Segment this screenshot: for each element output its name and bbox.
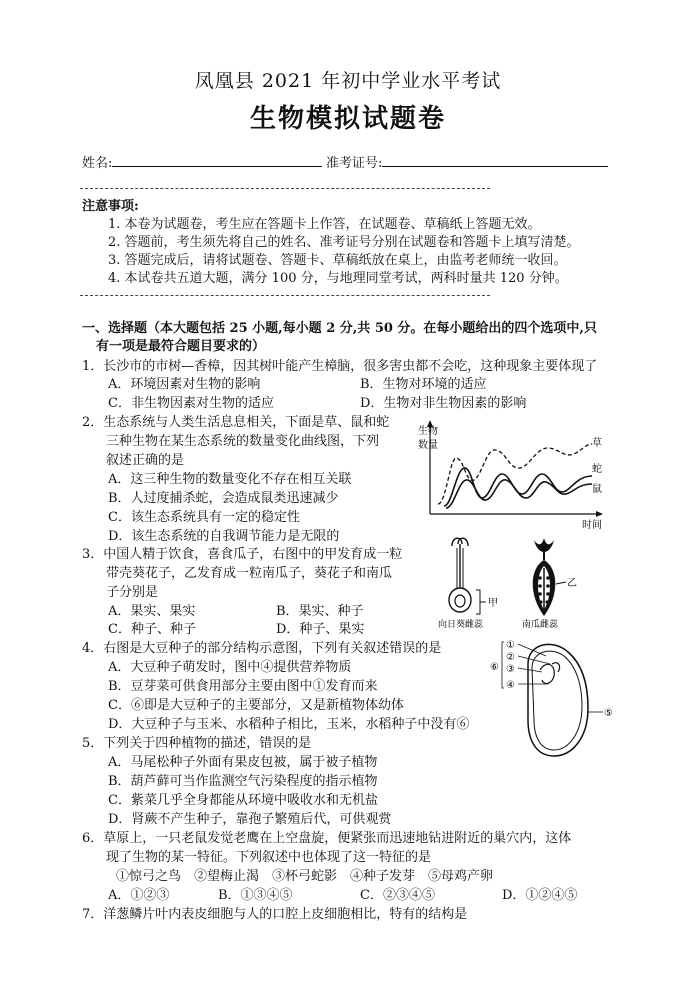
q3-option-d[interactable]: D．种子、果实 <box>276 622 365 637</box>
divider-bottom <box>80 295 490 296</box>
id-blank[interactable] <box>382 152 608 167</box>
q1-option-c[interactable]: C．非生物因素对生物的适应 <box>108 396 274 411</box>
legend-mouse: 鼠 <box>592 484 602 495</box>
q4-option-a[interactable]: A．大豆种子萌发时，图中④提供营养物质 <box>108 660 352 675</box>
notice-item: 4. 本试卷共五道大题，满分 100 分，与地理同堂考试，两科时量共 120 分钟。 <box>108 271 568 286</box>
seed-n3: ③ <box>506 664 515 675</box>
q2-stem: 2．生态系统与人类生活息息相关，下面是草、鼠和蛇 <box>82 415 390 430</box>
exam-subtitle: 生物模拟试题卷 <box>249 104 446 134</box>
q3-option-b[interactable]: B．果实、种子 <box>276 604 364 619</box>
seed-n5: ⑤ <box>604 708 613 719</box>
q6-option-c[interactable]: C．②③④⑤ <box>360 888 435 903</box>
name-field[interactable] <box>82 152 322 173</box>
legend-grass: 草 <box>592 438 602 449</box>
population-graph <box>416 418 616 530</box>
q1-option-a[interactable]: A．环境因素对生物的影响 <box>108 377 261 392</box>
cotyledon <box>532 651 582 750</box>
q5-option-d[interactable]: D．肾蕨不产生种子，靠孢子繁殖后代，可供观赏 <box>108 812 392 827</box>
section-heading-cont: 有一项是最符合题目要求的） <box>96 339 266 354</box>
caption-sunflower: 向日葵雌蕊 <box>438 620 484 630</box>
section-heading: 一、选择题（本大题包括 25 小题,每小题 2 分,共 50 分。在每小题给出的四个选项中,只 <box>82 321 597 336</box>
label-yi: 乙 <box>567 578 577 589</box>
q2-option-a[interactable]: A．这三种生物的数量变化不存在相互关联 <box>108 472 352 487</box>
name-label: 姓名: <box>82 156 113 171</box>
q6-option-a[interactable]: A．①②③ <box>108 888 170 903</box>
snake-curve <box>444 468 592 506</box>
q6-stem: 6．草原上，一只老鼠发觉老鹰在上空盘旋，便紧张而迅速地钻进附近的巢穴内，这体 <box>82 831 572 846</box>
q2-stem-cont: 三种生物在某生态系统的数量变化曲线图，下列 <box>106 434 380 449</box>
graph-ylabel-1: 生物 <box>418 426 438 437</box>
id-label: 准考证号: <box>326 156 383 171</box>
q2-option-b[interactable]: B．人过度捕杀蛇，会造成鼠类迅速减少 <box>108 491 339 506</box>
notice-item: 2. 答题前，考生须先将自己的姓名、准考证号分别在试题卷和答题卡上填写清楚。 <box>108 235 580 250</box>
q2-stem-cont: 叙述正确的是 <box>106 453 185 468</box>
q5-option-a[interactable]: A．马尾松种子外面有果皮包被，属于被子植物 <box>108 755 378 770</box>
q5-stem: 5．下列关于四种植物的描述，错误的是 <box>82 736 312 751</box>
notice-item: 1. 本卷为试题卷，考生应在答题卡上作答，在试题卷、草稿纸上答题无效。 <box>108 217 541 232</box>
seed-n4: ④ <box>506 680 515 691</box>
q2-option-c[interactable]: C．该生态系统具有一定的稳定性 <box>108 510 300 525</box>
pumpkin-pistil <box>533 538 577 616</box>
seed-n2: ② <box>506 652 515 663</box>
soybean-seed-figure <box>488 634 622 762</box>
q3-stem: 3．中国人精于饮食，喜食瓜子，右图中的甲发育成一粒 <box>82 547 403 562</box>
q7-stem: 7．洋葱鳞片叶内表皮细胞与人的口腔上皮细胞相比，特有的结构是 <box>82 907 468 922</box>
graph-ylabel-2: 数量 <box>418 440 438 451</box>
legend-snake: 蛇 <box>592 464 602 475</box>
q4-option-b[interactable]: B．豆芽菜可供食用部分主要由图中①发育而来 <box>108 679 378 694</box>
mouse-curve <box>446 480 592 508</box>
notice-item: 3. 答题完成后，请将试题卷、答题卡、草稿纸放在桌上，由监考老师统一收回。 <box>108 253 567 268</box>
graph-xlabel: 时间 <box>582 520 602 530</box>
q6-items: ①惊弓之鸟 ②望梅止渴 ③杯弓蛇影 ④种子发芽 ⑤母鸡产卵 <box>116 869 494 884</box>
q4-option-c[interactable]: C．⑥即是大豆种子的主要部分，又是新植物体幼体 <box>108 698 404 713</box>
sunflower-pistil <box>449 538 498 614</box>
seed-n6: ⑥ <box>490 662 499 673</box>
caption-pumpkin: 南瓜雌蕊 <box>522 620 559 630</box>
q5-option-b[interactable]: B．葫芦藓可当作监测空气污染程度的指示植物 <box>108 774 378 789</box>
divider-top <box>80 188 490 189</box>
q3-stem-cont: 子分别是 <box>106 585 159 600</box>
graph-x-arrow <box>596 511 603 517</box>
notice-heading: 注意事项: <box>82 199 139 214</box>
q1-option-b[interactable]: B．生物对环境的适应 <box>360 377 487 392</box>
label-jia: 甲 <box>488 598 498 609</box>
q1-stem: 1．长沙市的市树—香樟，因其树叶能产生樟脑，很多害虫都不会吃，这种现象主要体现了 <box>82 359 598 374</box>
embryo-axis <box>540 664 554 683</box>
name-blank[interactable] <box>112 152 322 167</box>
seed-n1: ① <box>506 640 515 651</box>
q3-option-c[interactable]: C．种子、种子 <box>108 622 196 637</box>
q5-option-c[interactable]: C．紫菜几乎全身都能从环境中吸收水和无机盐 <box>108 793 378 808</box>
q6-option-b[interactable]: B．①③④⑤ <box>218 888 293 903</box>
exam-title: 凤凰县 2021 年初中学业水平考试 <box>194 70 502 92</box>
q4-option-d[interactable]: D．大豆种子与玉米、水稻种子相比，玉米，水稻种子中没有⑥ <box>108 717 470 732</box>
q3-stem-cont: 带壳葵花子，乙发育成一粒南瓜子，葵花子和南瓜 <box>106 566 393 581</box>
q6-option-d[interactable]: D．①②④⑤ <box>502 888 578 903</box>
q2-option-d[interactable]: D．该生态系统的自我调节能力是无限的 <box>108 529 340 544</box>
q6-stem-cont: 现了生物的某一特征。下列叙述中也体现了这一特征的是 <box>106 850 432 865</box>
q4-stem: 4．右图是大豆种子的部分结构示意图，下列有关叙述错误的是 <box>82 641 442 656</box>
pistil-figure <box>438 534 588 630</box>
id-field[interactable] <box>326 152 608 173</box>
q3-option-a[interactable]: A．果实、果实 <box>108 604 196 619</box>
grass-curve <box>438 444 592 504</box>
q1-option-d[interactable]: D．生物对非生物因素的影响 <box>360 396 527 411</box>
